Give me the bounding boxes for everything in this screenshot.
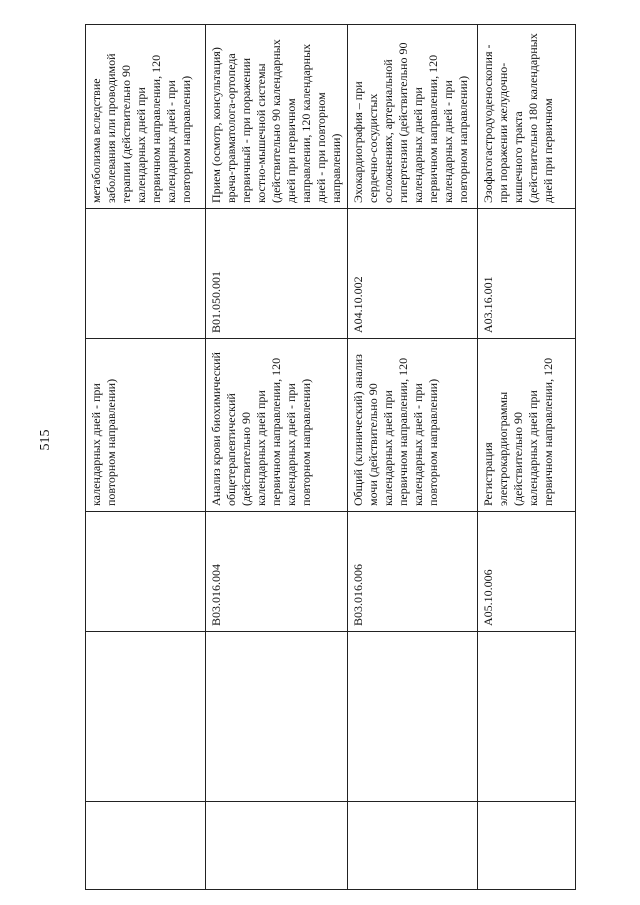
cell-description: календарных дней - при повторном направлении) bbox=[86, 339, 206, 512]
cell-col1 bbox=[206, 802, 348, 890]
cell-col2 bbox=[478, 632, 576, 802]
cell-code bbox=[86, 512, 206, 632]
cell-description: метаболизма вследствие заболевания или проводимой терапии (действительно 90 календарных дней при первичном направлении, 120 календарных дней - при повторном направлении) bbox=[86, 25, 206, 209]
cell-description: Общий (клинический) анализ мочи (действительно 90 календарных дней при первичном направлении, 120 календарных дней - при повторном направлении) bbox=[348, 339, 478, 512]
cell-col2 bbox=[348, 632, 478, 802]
cell-description: Прием (осмотр, консультация) врача-травматолога-ортопеда первичный - при поражении костно-мышечной системы (действительно 90 календарных дней при первичном направлении, 120 календарных дней - при повторном направлении) bbox=[206, 25, 348, 209]
cell-description: Эхокардиография – при сердечно-сосудистых осложнениях, артериальной гипертензии (действительно 90 календарных дней при первичном направлении, 120 календарных дней - при повторном направлении) bbox=[348, 25, 478, 209]
cell-code: B01.050.001 bbox=[206, 209, 348, 339]
cell-col1 bbox=[478, 802, 576, 890]
cell-code bbox=[86, 209, 206, 339]
cell-description: Анализ крови биохимический общетерапевтический (действительно 90 календарных дней при первичном направлении, 120 календарных дней - при повторном направлении) bbox=[206, 339, 348, 512]
table-row bbox=[206, 25, 348, 890]
services-table bbox=[85, 24, 576, 890]
cell-code: A03.16.001 bbox=[478, 209, 576, 339]
cell-col2 bbox=[206, 632, 348, 802]
cell-col1 bbox=[86, 802, 206, 890]
cell-code: B03.016.004 bbox=[206, 512, 348, 632]
table-row bbox=[86, 25, 206, 890]
page-number: 515 bbox=[38, 429, 53, 451]
cell-col1 bbox=[348, 802, 478, 890]
cell-code: A04.10.002 bbox=[348, 209, 478, 339]
cell-code: B03.016.006 bbox=[348, 512, 478, 632]
cell-col2 bbox=[86, 632, 206, 802]
table-row bbox=[348, 25, 478, 890]
table-row bbox=[478, 25, 576, 890]
cell-description: Регистрация электрокардиограммы (действительно 90 календарных дней при первичном направлении, 120 bbox=[478, 339, 576, 512]
cell-code: A05.10.006 bbox=[478, 512, 576, 632]
cell-description: Эзофагогастродуоденоскопия - при поражении желудочно-кишечного тракта (действительно 180 календарных дней при первичном bbox=[478, 25, 576, 209]
rotated-page-content bbox=[85, 25, 563, 890]
table-wrapper bbox=[85, 25, 563, 890]
